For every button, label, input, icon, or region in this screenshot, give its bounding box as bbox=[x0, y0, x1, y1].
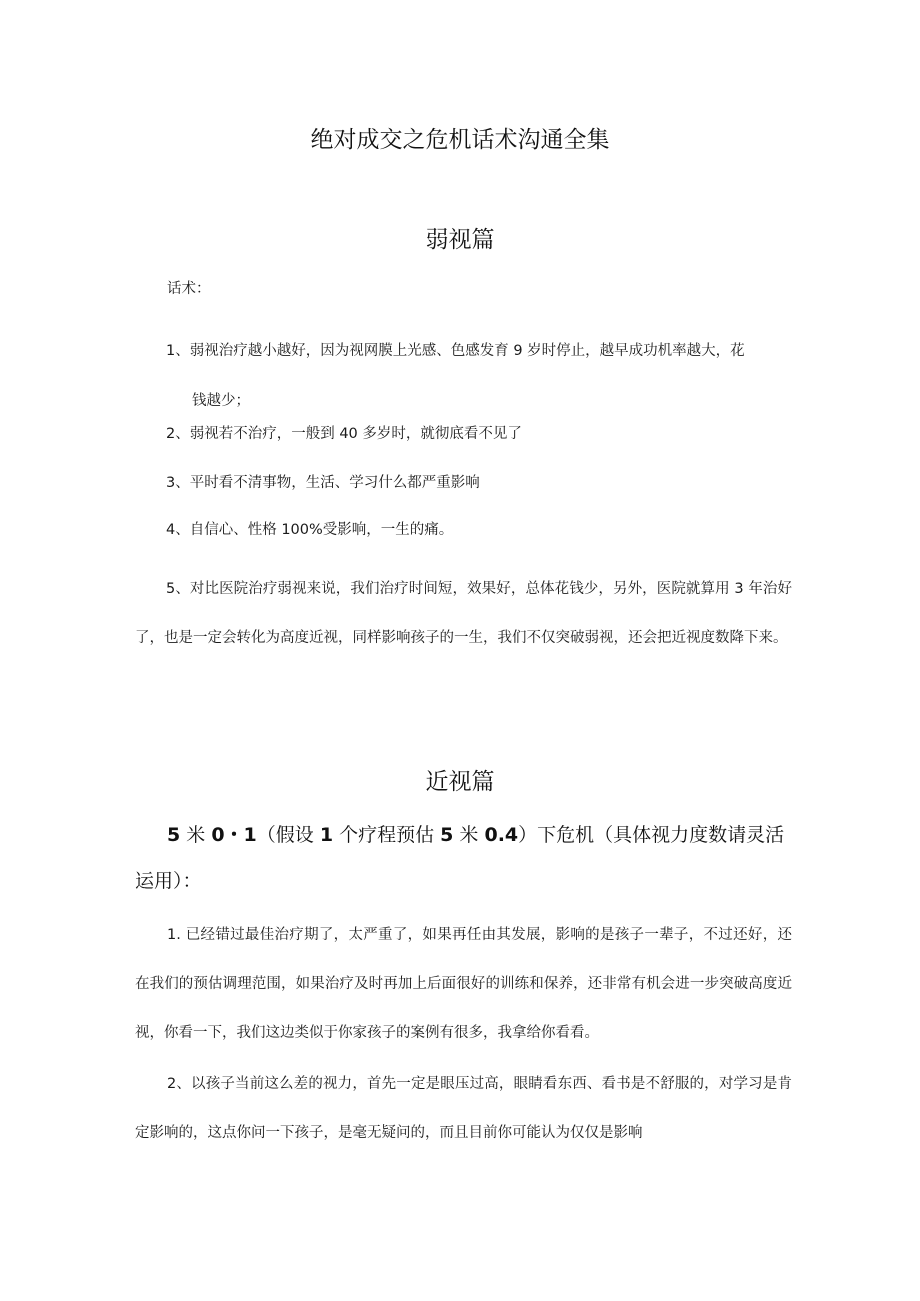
subheading-part-3: 0・1 bbox=[211, 824, 257, 846]
myopia-crisis-subheading bbox=[135, 812, 795, 904]
subheading-part-9: 0.4 bbox=[484, 824, 519, 846]
document-title: 绝对成交之危机话术沟通全集 bbox=[310, 127, 610, 153]
subheading-part-6: 个疗程预估 bbox=[333, 824, 441, 846]
subheading-part-1: 5 bbox=[167, 824, 181, 846]
myopia-item-1: 1. 已经错过最佳治疗期了，太严重了，如果再任由其发展，影响的是孩子一辈子，不过还好，还在我们的预估调理范围，如果治疗及时再加上后面很好的训练和保养，还非常有机会进一步突破高度近视，你看一下，我们这边类似于你家孩子的案例有很多，我拿给你看看。 bbox=[135, 927, 792, 1041]
subheading-part-5: 1 bbox=[319, 824, 334, 846]
amblyopia-item-3: 3、平时看不清事物，生活、学习什么都严重影响 bbox=[166, 475, 480, 491]
subheading-part-4: （假设 bbox=[256, 824, 320, 846]
amblyopia-item-4: 4、自信心、性格 100%受影响，一生的痛。 bbox=[166, 522, 454, 538]
subheading-part-8: 米 bbox=[453, 824, 485, 846]
amblyopia-item-1 bbox=[166, 326, 796, 426]
script-label: 话术： bbox=[167, 281, 211, 297]
subheading-part-7: 5 bbox=[440, 824, 454, 846]
amblyopia-item-5: 5、对比医院治疗弱视来说，我们治疗时间短，效果好，总体花钱少，另外，医院就算用 3 年治好了，也是一定会转化为高度近视，同样影响孩子的一生，我们不仅突破弱视，还会把近视度数降下来。 bbox=[135, 581, 792, 646]
subheading-part-10: ）下危机（具体视力度数请灵活运用）： bbox=[135, 824, 785, 892]
amblyopia-section-heading: 弱视篇 bbox=[425, 227, 495, 253]
amblyopia-item-2: 2、弱视若不治疗，一般到 40 多岁时，就彻底看不见了 bbox=[166, 426, 522, 442]
myopia-section-heading: 近视篇 bbox=[425, 769, 495, 795]
amblyopia-item-1-line1: 1、弱视治疗越小越好，因为视网膜上光感、色感发育 9 岁时停止，越早成功机率越大，花 bbox=[166, 343, 745, 359]
subheading-part-2: 米 bbox=[180, 824, 212, 846]
amblyopia-item-1-line2: 钱越少； bbox=[192, 393, 250, 409]
myopia-item-2: 2、以孩子当前这么差的视力，首先一定是眼压过高，眼睛看东西、看书是不舒服的，对学习是肯定影响的，这点你问一下孩子，是毫无疑问的，而且目前你可能认为仅仅是影响 bbox=[135, 1076, 792, 1141]
